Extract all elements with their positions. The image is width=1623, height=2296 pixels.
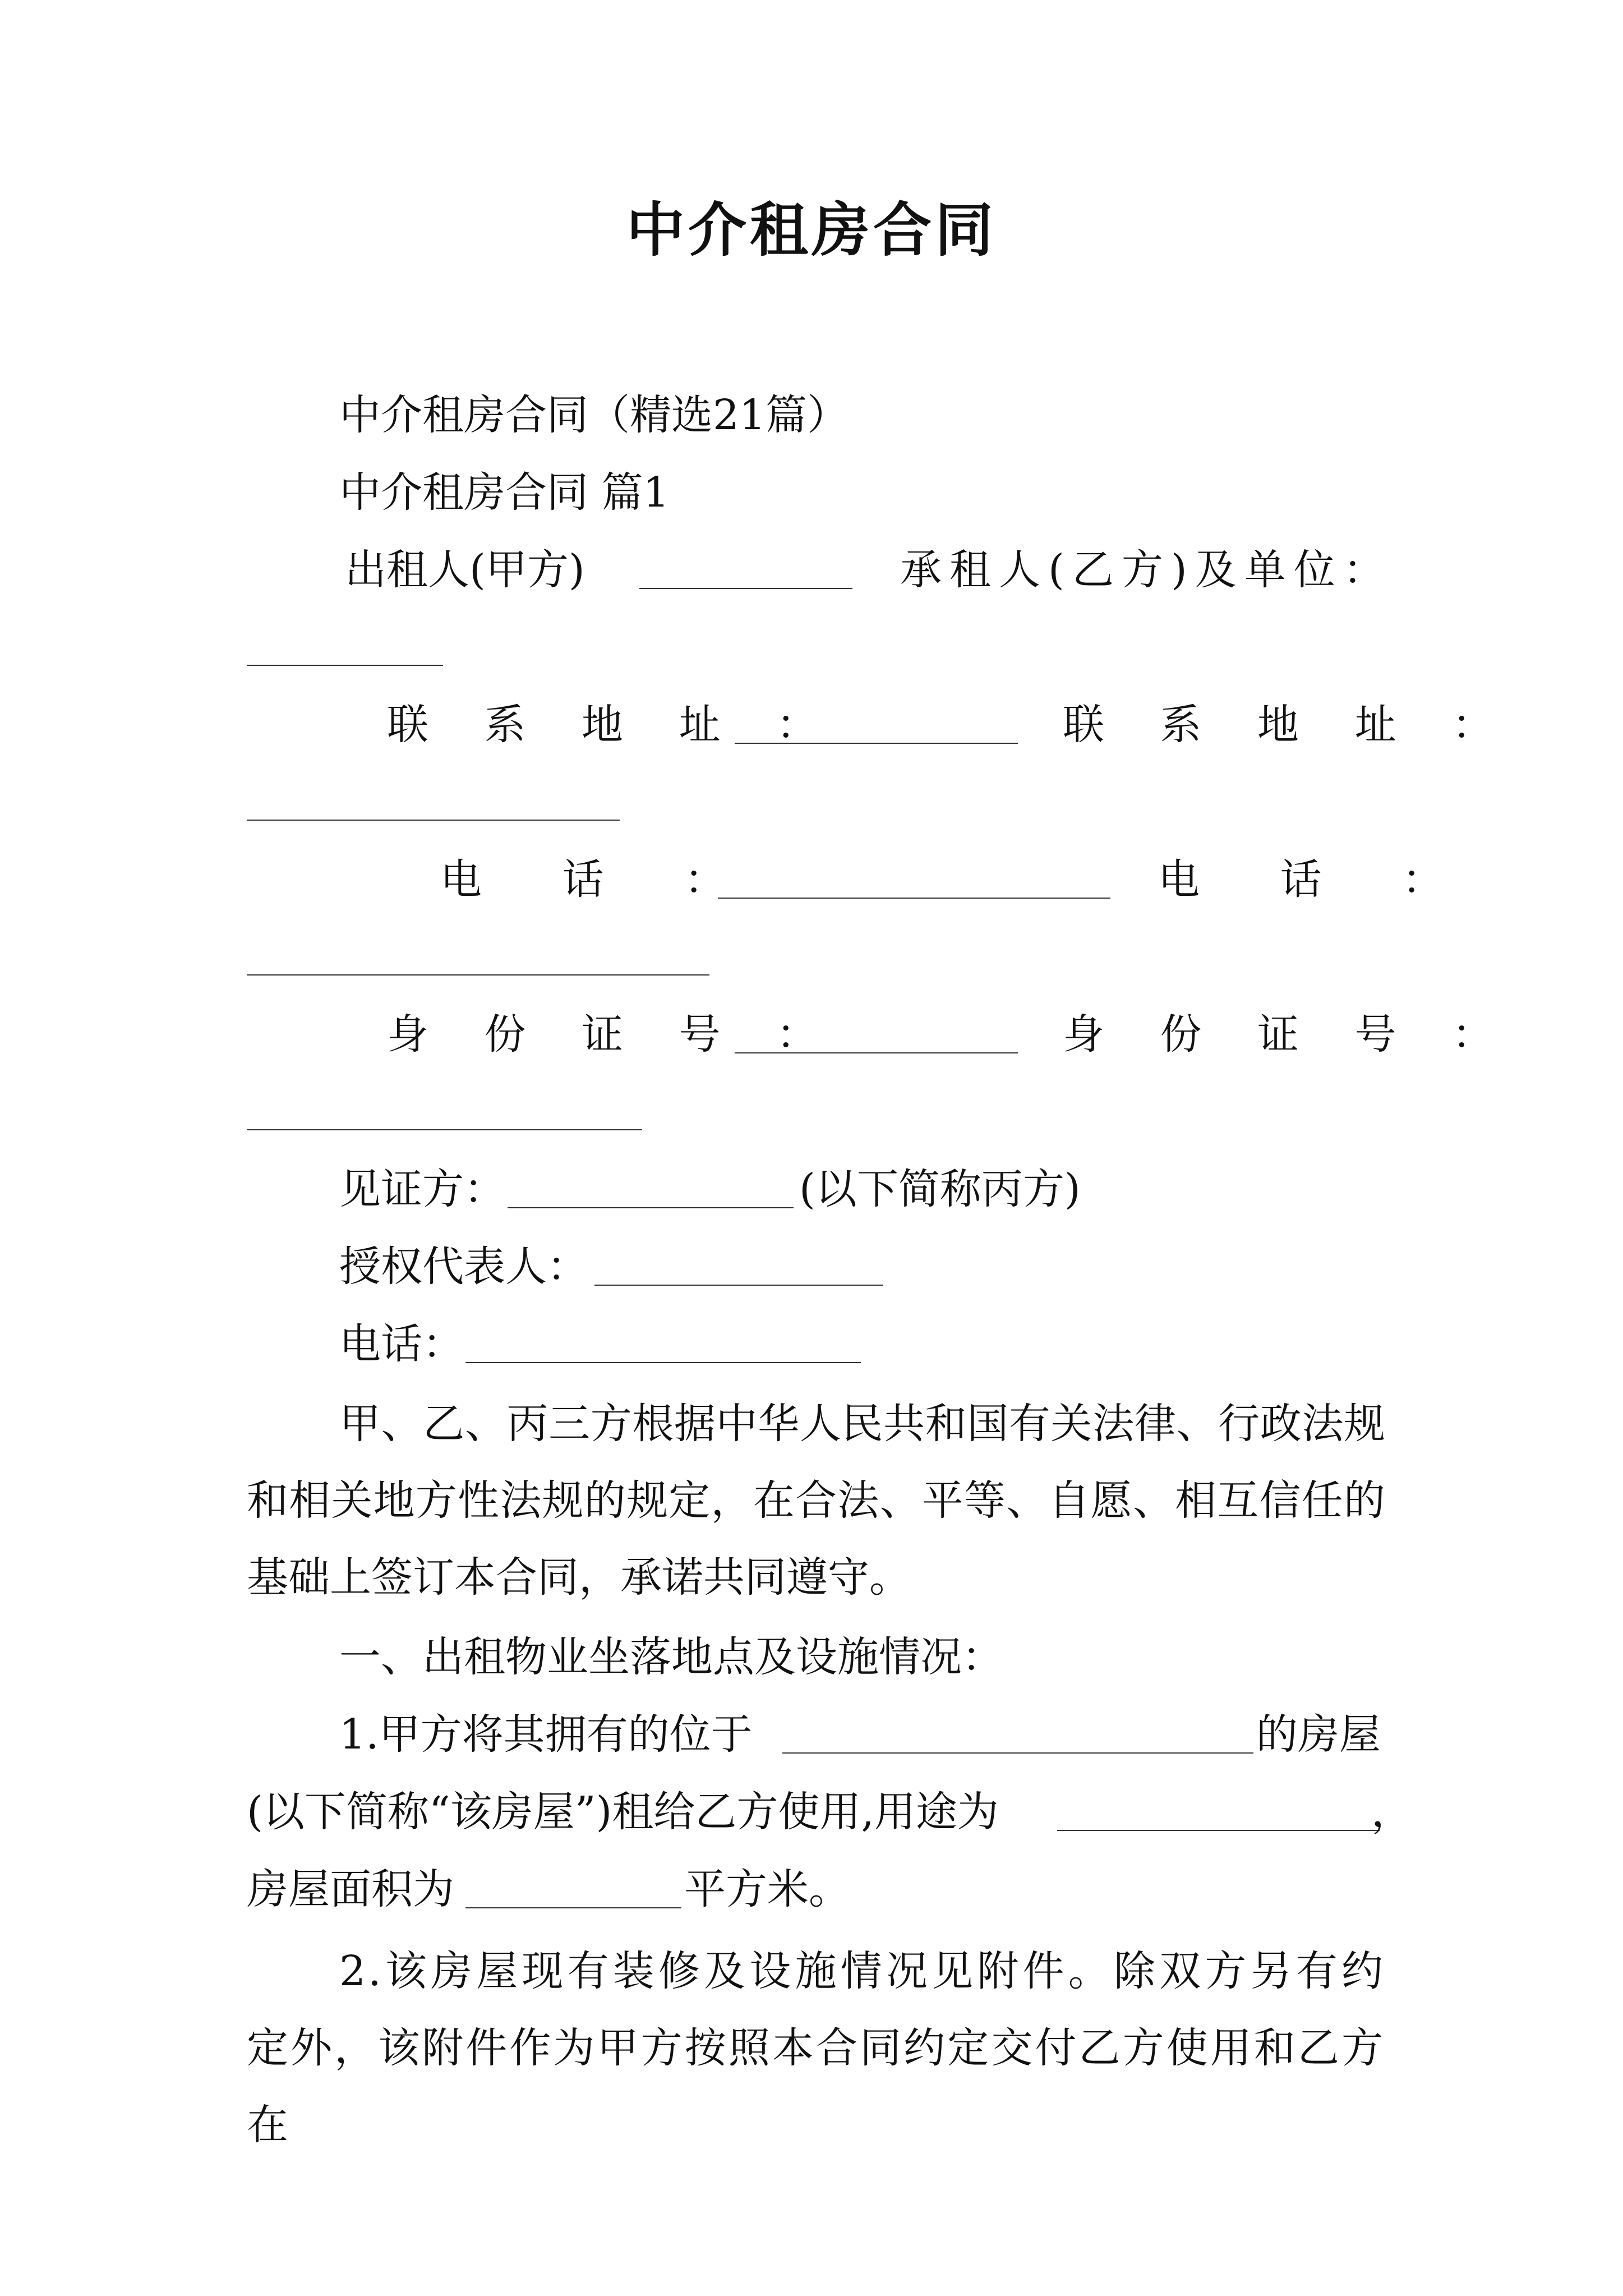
- lessor-phone-field[interactable]: [718, 898, 1110, 899]
- lessee-label: 承租人(乙方)及单位：: [900, 546, 1393, 594]
- lessee-phone-field[interactable]: [247, 974, 709, 976]
- item-1-text-c: (以下简称“该房屋”)租给乙方使用,用途为: [247, 1788, 999, 1836]
- document-title: 中介租房合同: [626, 195, 997, 264]
- lessee-address-field[interactable]: [247, 820, 620, 821]
- lessor-label: 出租人(甲方): [345, 546, 585, 594]
- lessee-address-label: 联 系 地 址 ：: [1063, 701, 1515, 749]
- lessor-address-field[interactable]: [735, 743, 1018, 744]
- property-use-field[interactable]: [1057, 1830, 1380, 1831]
- lessor-address-label: 联 系 地 址 ：: [387, 701, 840, 749]
- subtitle: 中介租房合同（精选21篇）: [339, 391, 849, 439]
- witness-label: 见证方：: [339, 1165, 505, 1213]
- lessee-id-field[interactable]: [247, 1129, 642, 1130]
- lessee-phone-label: 电 话 ：: [1158, 855, 1478, 904]
- witness-field[interactable]: [508, 1207, 794, 1208]
- lessee-name-field[interactable]: [247, 665, 443, 666]
- agent-label: 授权代表人：: [339, 1243, 588, 1291]
- section-1-heading: 一、出租物业坐落地点及设施情况：: [339, 1633, 1003, 1681]
- lessor-id-label: 身 份 证 号 ：: [387, 1010, 840, 1059]
- item-1-text-f: 平方米。: [684, 1865, 850, 1913]
- lessee-id-label: 身 份 证 号 ：: [1063, 1010, 1515, 1059]
- agent-field[interactable]: [594, 1285, 883, 1286]
- property-location-field[interactable]: [782, 1752, 1253, 1754]
- item-1-text-b: 的房屋: [1256, 1710, 1381, 1759]
- property-area-field[interactable]: [465, 1907, 681, 1908]
- lessor-phone-label: 电 话 ：: [440, 855, 760, 904]
- item-1-text-a: 1.甲方将其拥有的位于: [339, 1710, 753, 1759]
- witness-phone-field[interactable]: [465, 1362, 861, 1363]
- lessor-id-field[interactable]: [735, 1052, 1018, 1053]
- lessor-name-field[interactable]: [639, 588, 852, 589]
- item-1-text-e: 房屋面积为: [247, 1865, 454, 1913]
- item-1-text-d: ，: [1371, 1788, 1413, 1836]
- intro-paragraph: 甲、乙、丙三方根据中华人民共和国有关法律、行政法规和相关地方性法规的规定，在合法、平等、自愿、相互信任的基础上签订本合同，承诺共同遵守。: [247, 1400, 1385, 1602]
- witness-suffix: (以下简称丙方): [799, 1165, 1081, 1213]
- chapter-heading: 中介租房合同 篇1: [339, 468, 670, 517]
- witness-phone-label: 电话：: [339, 1320, 464, 1368]
- item-2-paragraph: 2.该房屋现有装修及设施情况见附件。除双方另有约定外，该附件作为甲方按照本合同约定交付乙方使用和乙方在: [247, 1947, 1385, 2149]
